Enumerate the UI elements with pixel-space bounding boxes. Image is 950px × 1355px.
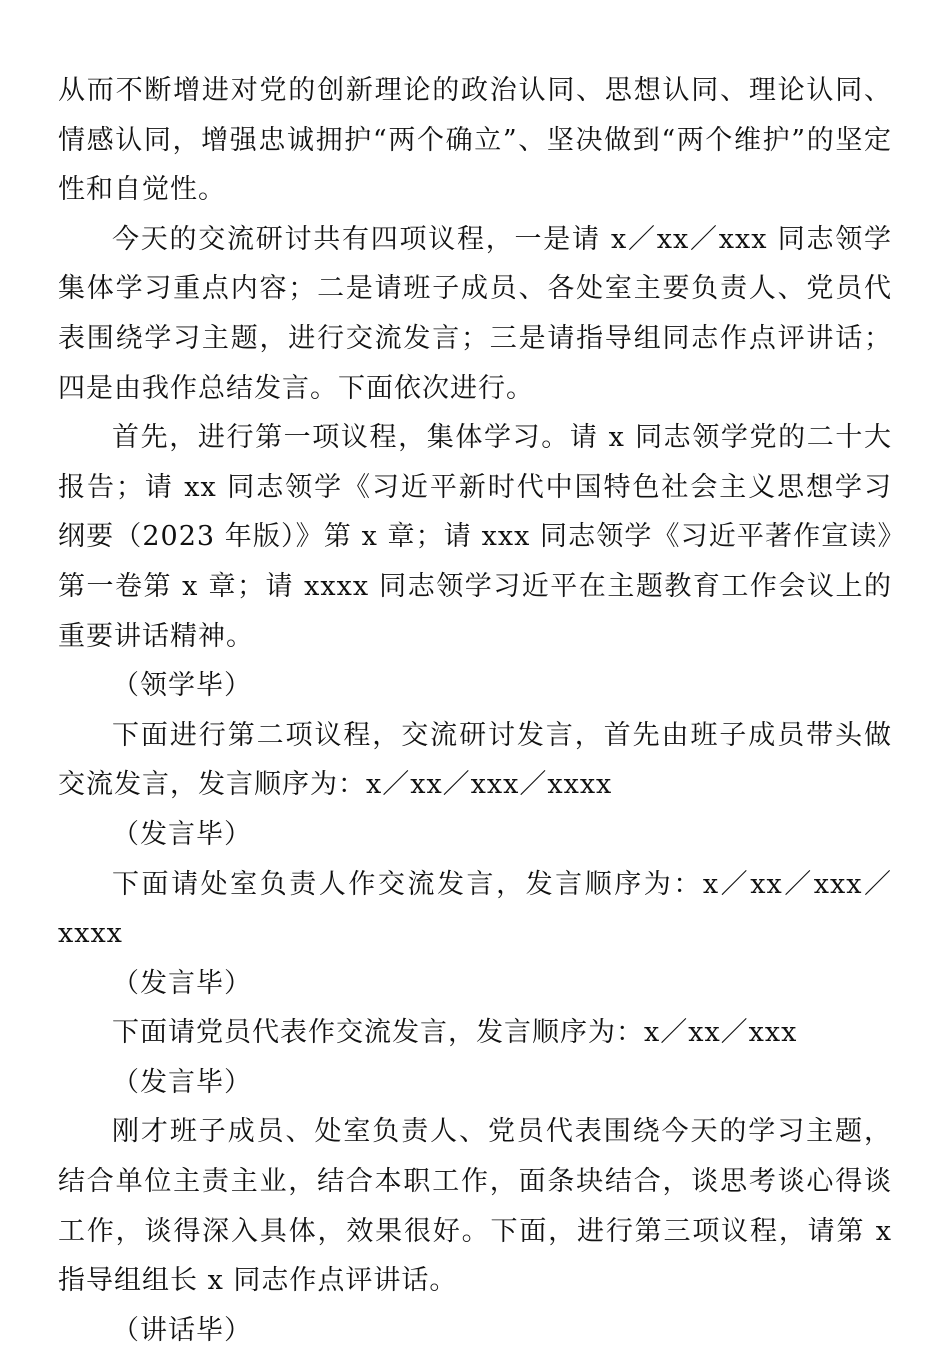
paragraph-agenda-item-3: 刚才班子成员、处室负责人、党员代表围绕今天的学习主题，结合单位主责主业，结合本职工作，面条块结合，谈思考谈心得谈工作，谈得深入具体，效果很好。下面，进行第三项议程，请第 x 指导组组长 x 同志作点评讲话。 xyxy=(58,1116,892,1297)
paragraph-agenda-item-2: 下面进行第二项议程，交流研讨发言，首先由班子成员带头做交流发言，发言顺序为：x／xx／xxx／xxxx xyxy=(58,719,892,801)
note-study-finished: （领学毕） xyxy=(112,670,252,702)
paragraph-continuation: 从而不断增进对党的创新理论的政治认同、思想认同、理论认同、情感认同，增强忠诚拥护“两个确立”、坚决做到“两个维护”的坚定性和自觉性。 xyxy=(58,75,892,206)
note-speech-finished-3: （发言毕） xyxy=(112,1066,252,1098)
paragraph-division-heads-speech: 下面请处室负责人作交流发言，发言顺序为：x／xx／xxx／xxxx xyxy=(58,868,892,950)
note-talk-finished: （讲话毕） xyxy=(112,1314,252,1346)
note-speech-finished-2: （发言毕） xyxy=(112,967,252,999)
document-page xyxy=(58,66,892,1355)
paragraph-agenda-item-1: 首先，进行第一项议程，集体学习。请 x 同志领学党的二十大报告；请 xx 同志领学《习近平新时代中国特色社会主义思想学习纲要（2023 年版）》第 x 章；请 xxx 同志领学《习近平著作宣读》第一卷第 x 章；请 xxxx 同志领学习近平在主题教育工作会议上的重要讲话精神。 xyxy=(58,422,892,652)
paragraph-agenda-overview: 今天的交流研讨共有四项议程，一是请 x／xx／xxx 同志领学集体学习重点内容；二是请班子成员、各处室主要负责人、党员代表围绕学习主题，进行交流发言；三是请指导组同志作点评讲话；四是由我作总结发言。下面依次进行。 xyxy=(58,223,892,404)
paragraph-party-representatives-speech: 下面请党员代表作交流发言，发言顺序为：x／xx／xxx xyxy=(112,1017,798,1049)
note-speech-finished-1: （发言毕） xyxy=(112,818,252,850)
